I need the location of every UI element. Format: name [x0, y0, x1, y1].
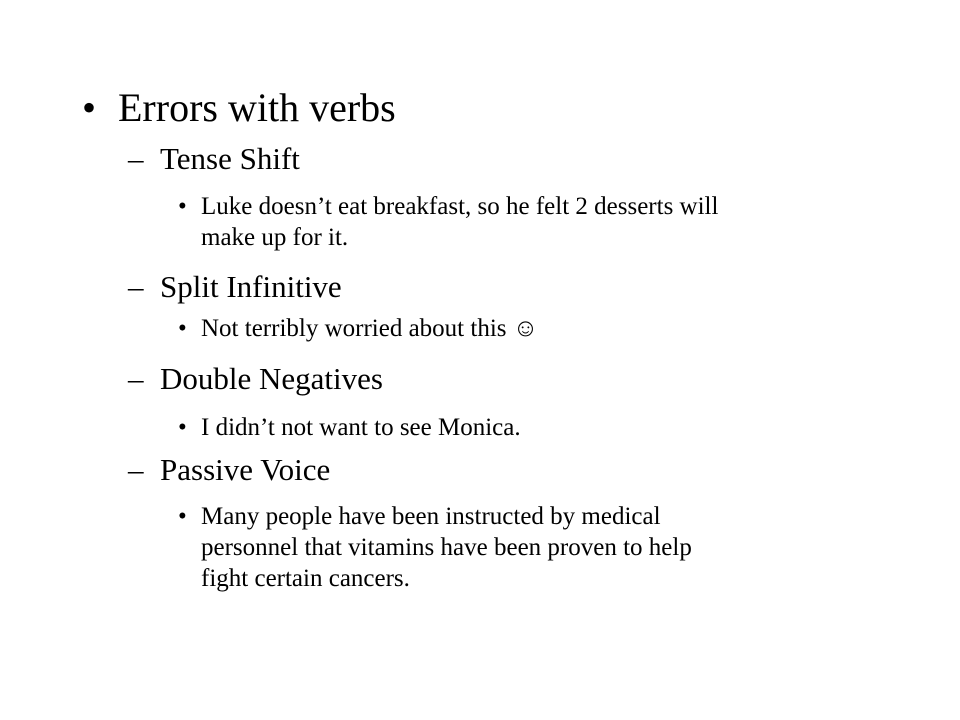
subtopic-dash: – — [128, 141, 144, 176]
example-passive-voice: Many people have been instructed by medical personnel that vitamins have been proven to help fight certain cancers. — [201, 503, 692, 592]
subtopic-dash: – — [128, 452, 144, 487]
example-bullet: • — [178, 414, 187, 441]
subtopic-dash: – — [128, 269, 144, 304]
subtopic-passive-voice: Passive Voice — [160, 452, 331, 487]
subtopic-dash: – — [128, 361, 144, 396]
example-bullet: • — [178, 315, 187, 342]
example-double-negatives: I didn’t not want to see Monica. — [201, 414, 521, 441]
slide-heading: Errors with verbs — [118, 85, 396, 130]
subtopic-tense-shift: Tense Shift — [160, 141, 300, 176]
example-tense-shift: Luke doesn’t eat breakfast, so he felt 2 desserts will make up for it. — [201, 193, 719, 251]
subtopic-double-negatives: Double Negatives — [160, 361, 383, 396]
example-bullet: • — [178, 503, 187, 530]
subtopic-split-infinitive: Split Infinitive — [160, 269, 342, 304]
example-split-infinitive: Not terribly worried about this ☺ — [201, 315, 539, 342]
heading-bullet: • — [82, 85, 97, 130]
example-bullet: • — [178, 193, 187, 220]
